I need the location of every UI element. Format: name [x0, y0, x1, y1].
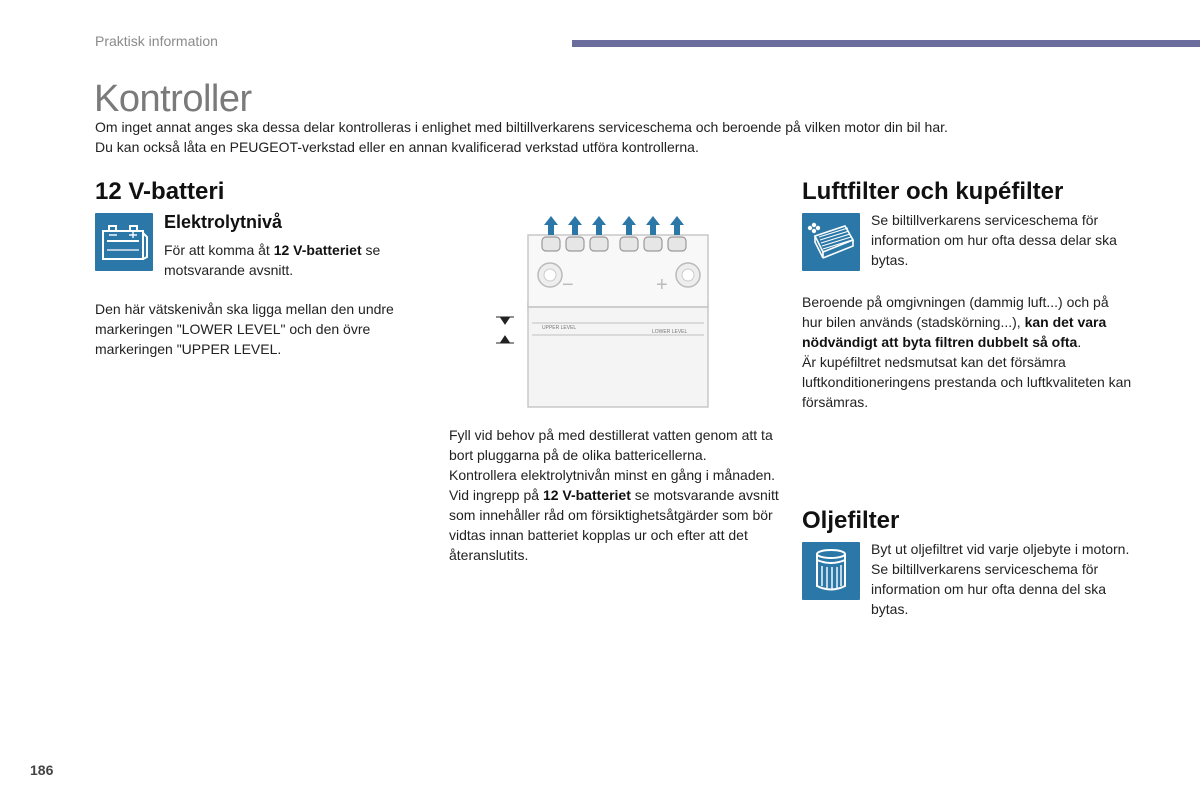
battery-level-diagram: [492, 213, 714, 413]
oil-filter-text-2: Se biltillverkarens serviceschema för information om hur ofta denna del ska bytas.: [871, 561, 1107, 617]
air-filter-intro: Se biltillverkarens serviceschema för information om hur ofta dessa delar ska bytas.: [871, 212, 1117, 268]
lower-level-label: LOWER LEVEL: [652, 329, 688, 335]
plus-sign: +: [656, 274, 668, 296]
battery-ref-pre: För att komma åt: [164, 242, 274, 258]
battery-ref-bold: 12 V-batteriet: [273, 242, 362, 258]
air-filter-body: [802, 292, 1132, 412]
battery-heading: 12 V-batteri: [95, 178, 225, 205]
cabin-filter-text: Är kupéfiltret nedsmutsat kan det försämra luftkonditioneringens prestanda och luftkvaliteten kan försämras.: [802, 354, 1132, 410]
caution-bold: 12 V-batteriet: [542, 487, 631, 503]
upper-level-label: UPPER LEVEL: [542, 325, 577, 331]
check-text: Kontrollera elektrolytnivån minst en gång i månaden.: [449, 467, 776, 483]
caution-post: se motsvarande avsnitt som innehåller råd om försiktighetsåtgärder som bör vidtas innan batteriet kopplas ur och efter att det återanslutits.: [449, 487, 779, 563]
oil-filter-icon: [802, 542, 860, 600]
oil-filter-heading: Oljefilter: [802, 507, 900, 534]
air-filter-heading: Luftfilter och kupéfilter: [802, 178, 1064, 205]
battery-fill-text: [449, 425, 779, 565]
intro-text: [95, 117, 1155, 157]
caution-pre: Vid ingrepp på: [449, 487, 543, 503]
cabin-filter-icon: [802, 213, 860, 271]
electrolyte-subheading: Elektrolytnivå: [164, 212, 283, 232]
minus-sign: −: [562, 274, 574, 296]
intro-line-1: Om inget annat anges ska dessa delar kontrolleras i enlighet med biltillverkarens serviceschema och beroende på vilken motor din bil har.: [95, 119, 948, 135]
caution-text: [449, 485, 779, 565]
fill-text: Fyll vid behov på med destillerat vatten genom att ta bort pluggarna på de olika battericellerna.: [449, 427, 773, 463]
battery-icon: [95, 213, 153, 271]
oil-filter-text-1: Byt ut oljefiltret vid varje oljebyte i motorn.: [871, 541, 1130, 557]
battery-reference-text: [164, 240, 434, 280]
page-title: Kontroller: [94, 78, 252, 120]
oil-filter-text: [871, 539, 1141, 619]
env-pre: Beroende på omgivningen (dammig luft...) och på hur bilen används (stadskörning...),: [802, 294, 1109, 330]
header-accent-bar: [572, 40, 1200, 47]
header-section-label: Praktisk information: [95, 33, 218, 49]
environment-text: [802, 292, 1132, 352]
intro-line-2: Du kan också låta en PEUGEOT-verkstad eller en annan kvalificerad verkstad utföra kontrollerna.: [95, 139, 699, 155]
env-bold: kan det vara nödvändigt att byta filtren dubbelt så ofta: [802, 314, 1107, 350]
page-number: 186: [30, 762, 54, 778]
battery-ref-post: se motsvarande avsnitt.: [164, 242, 381, 278]
level-instruction-text: Den här vätskenivån ska ligga mellan den undre markeringen "LOWER LEVEL" och den övre markeringen "UPPER LEVEL.: [95, 301, 394, 357]
env-post: .: [1077, 334, 1082, 350]
